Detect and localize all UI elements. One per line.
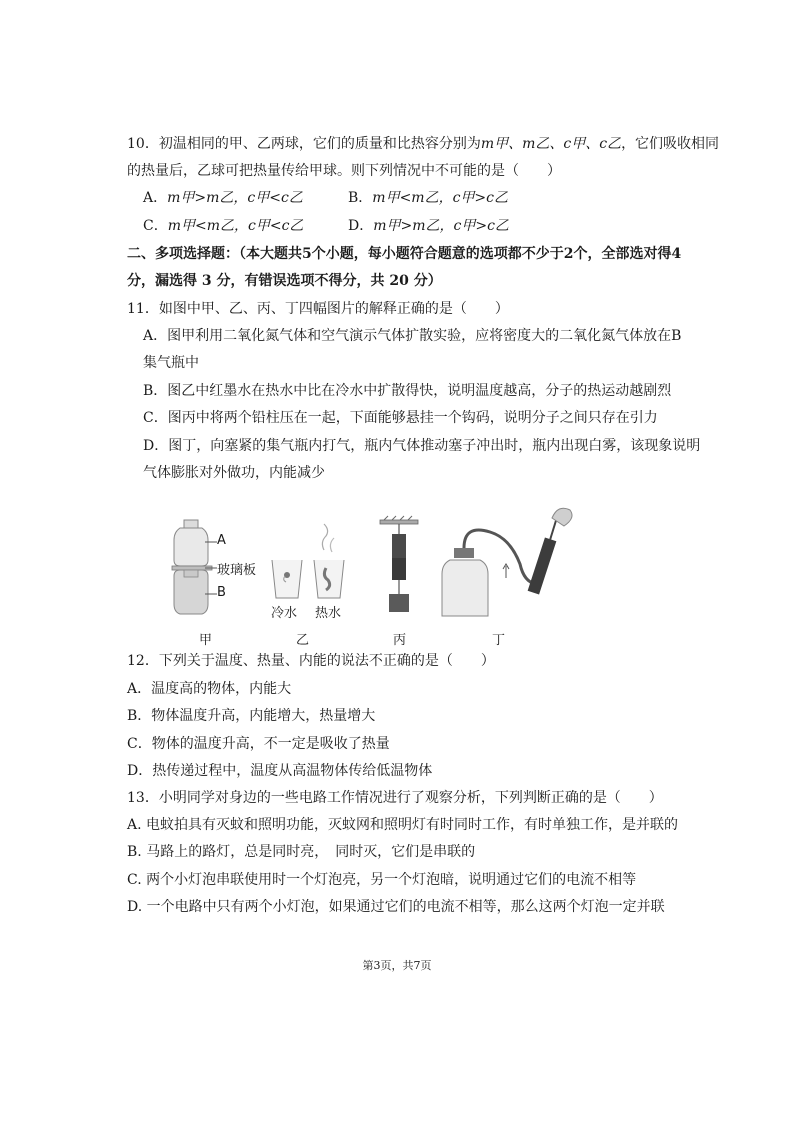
q10-option-d: [348, 216, 509, 236]
q11-option-d-line1: D．图丁，向塞紧的集气瓶内打气，瓶内气体推动塞子冲出时，瓶内出现白雾，该现象说明: [143, 438, 701, 454]
option-text: m甲>m乙，c甲<c乙: [167, 190, 303, 206]
q11-option-a-line2: 集气瓶中: [143, 355, 199, 371]
option-letter: A．: [143, 190, 168, 206]
option-letter: C．: [143, 218, 168, 234]
q12-option-d: D．热传递过程中，温度从高温物体传给低温物体: [127, 763, 433, 779]
q12-stem: 12．下列关于温度、热量、内能的说法不正确的是（ ）: [127, 653, 495, 669]
figure-caption-bing: 丙: [393, 633, 407, 648]
q10-option-c: [143, 216, 303, 236]
q12-option-b: B．物体温度升高，内能增大，热量增大: [127, 708, 376, 724]
q13-stem: 13．小明同学对身边的一些电路工作情况进行了观察分析，下列判断正确的是（ ）: [127, 790, 663, 806]
q11-option-c: C．图丙中将两个铅柱压在一起，下面能够悬挂一个钩码，说明分子之间只存在引力: [143, 410, 658, 426]
section2-heading-line2: 分，漏选得 3 分，有错误选项不得分，共 20 分）: [127, 273, 442, 289]
q11-option-d-line2: 气体膨胀对外做功，内能减少: [143, 465, 325, 481]
figure-bing-lead-cylinders: [380, 518, 420, 618]
option-text: m甲<m乙，c甲<c乙: [167, 218, 304, 234]
q10-stem-line2: 的热量后，乙球可把热量传给甲球。则下列情况中不可能的是（ ）: [127, 163, 561, 179]
option-letter: D．: [348, 218, 374, 234]
figure-jia-label-glass: 玻璃板: [217, 563, 257, 578]
q13-option-d: D. 一个电路中只有两个小灯泡，如果通过它们的电流不相等，那么这两个灯泡一定并联: [127, 899, 665, 915]
q10-stem-text: 10．初温相同的甲、乙两球，它们的质量和比热容分别为: [127, 136, 481, 152]
q10-stem-line1: [127, 134, 719, 154]
q10-option-b: [348, 188, 508, 208]
page-footer: 第3页，共7页: [362, 959, 432, 972]
option-letter: B．: [348, 190, 373, 206]
q10-stem-text-end: ，它们吸收相同: [621, 136, 720, 152]
q13-option-b: B. 马路上的路灯，总是同时亮， 同时灭，它们是串联的: [127, 844, 476, 860]
figure-caption-yi: 乙: [296, 633, 310, 648]
q11-stem: 11．如图中甲、乙、丙、丁四幅图片的解释正确的是（ ）: [127, 301, 509, 317]
q11-option-b: B．图乙中红墨水在热水中比在冷水中扩散得快，说明温度越高，分子的热运动越剧烈: [143, 383, 672, 399]
section2-heading-line1: 二、多项选择题：（本大题共5个小题，每小题符合题意的选项都不少于2个，全部选对得4: [127, 246, 682, 262]
q12-option-c: C．物体的温度升高，不一定是吸收了热量: [127, 736, 390, 752]
figure-yi-beakers: [268, 520, 348, 600]
q10-variables: m甲、m乙、c甲、c乙: [480, 136, 622, 152]
figure-jia-label-b: B: [217, 585, 226, 600]
q12-option-a: A．温度高的物体，内能大: [127, 681, 292, 697]
option-text: m甲>m乙，c甲>c乙: [373, 218, 509, 234]
figure-ding-pump-jar: [440, 504, 590, 624]
figure-caption-jia: 甲: [199, 633, 213, 648]
q13-option-a: A. 电蚊拍具有灭蚊和照明功能，灭蚊网和照明灯有时同时工作，有时单独工作，是并联的: [127, 817, 679, 833]
figure-yi-cold-water-label: 冷水: [271, 606, 298, 621]
q11-option-a-line1: A．图甲利用二氧化氮气体和空气演示气体扩散实验，应将密度大的二氧化氮气体放在B: [143, 328, 682, 344]
q10-option-a: [143, 188, 303, 208]
figure-yi-hot-water-label: 热水: [315, 606, 342, 621]
figure-jia-label-a: A: [217, 533, 226, 548]
figure-caption-ding: 丁: [492, 633, 506, 648]
q13-option-c: C. 两个小灯泡串联使用时一个灯泡亮，另一个灯泡暗，说明通过它们的电流不相等: [127, 872, 637, 888]
option-text: m甲<m乙，c甲>c乙: [372, 190, 508, 206]
